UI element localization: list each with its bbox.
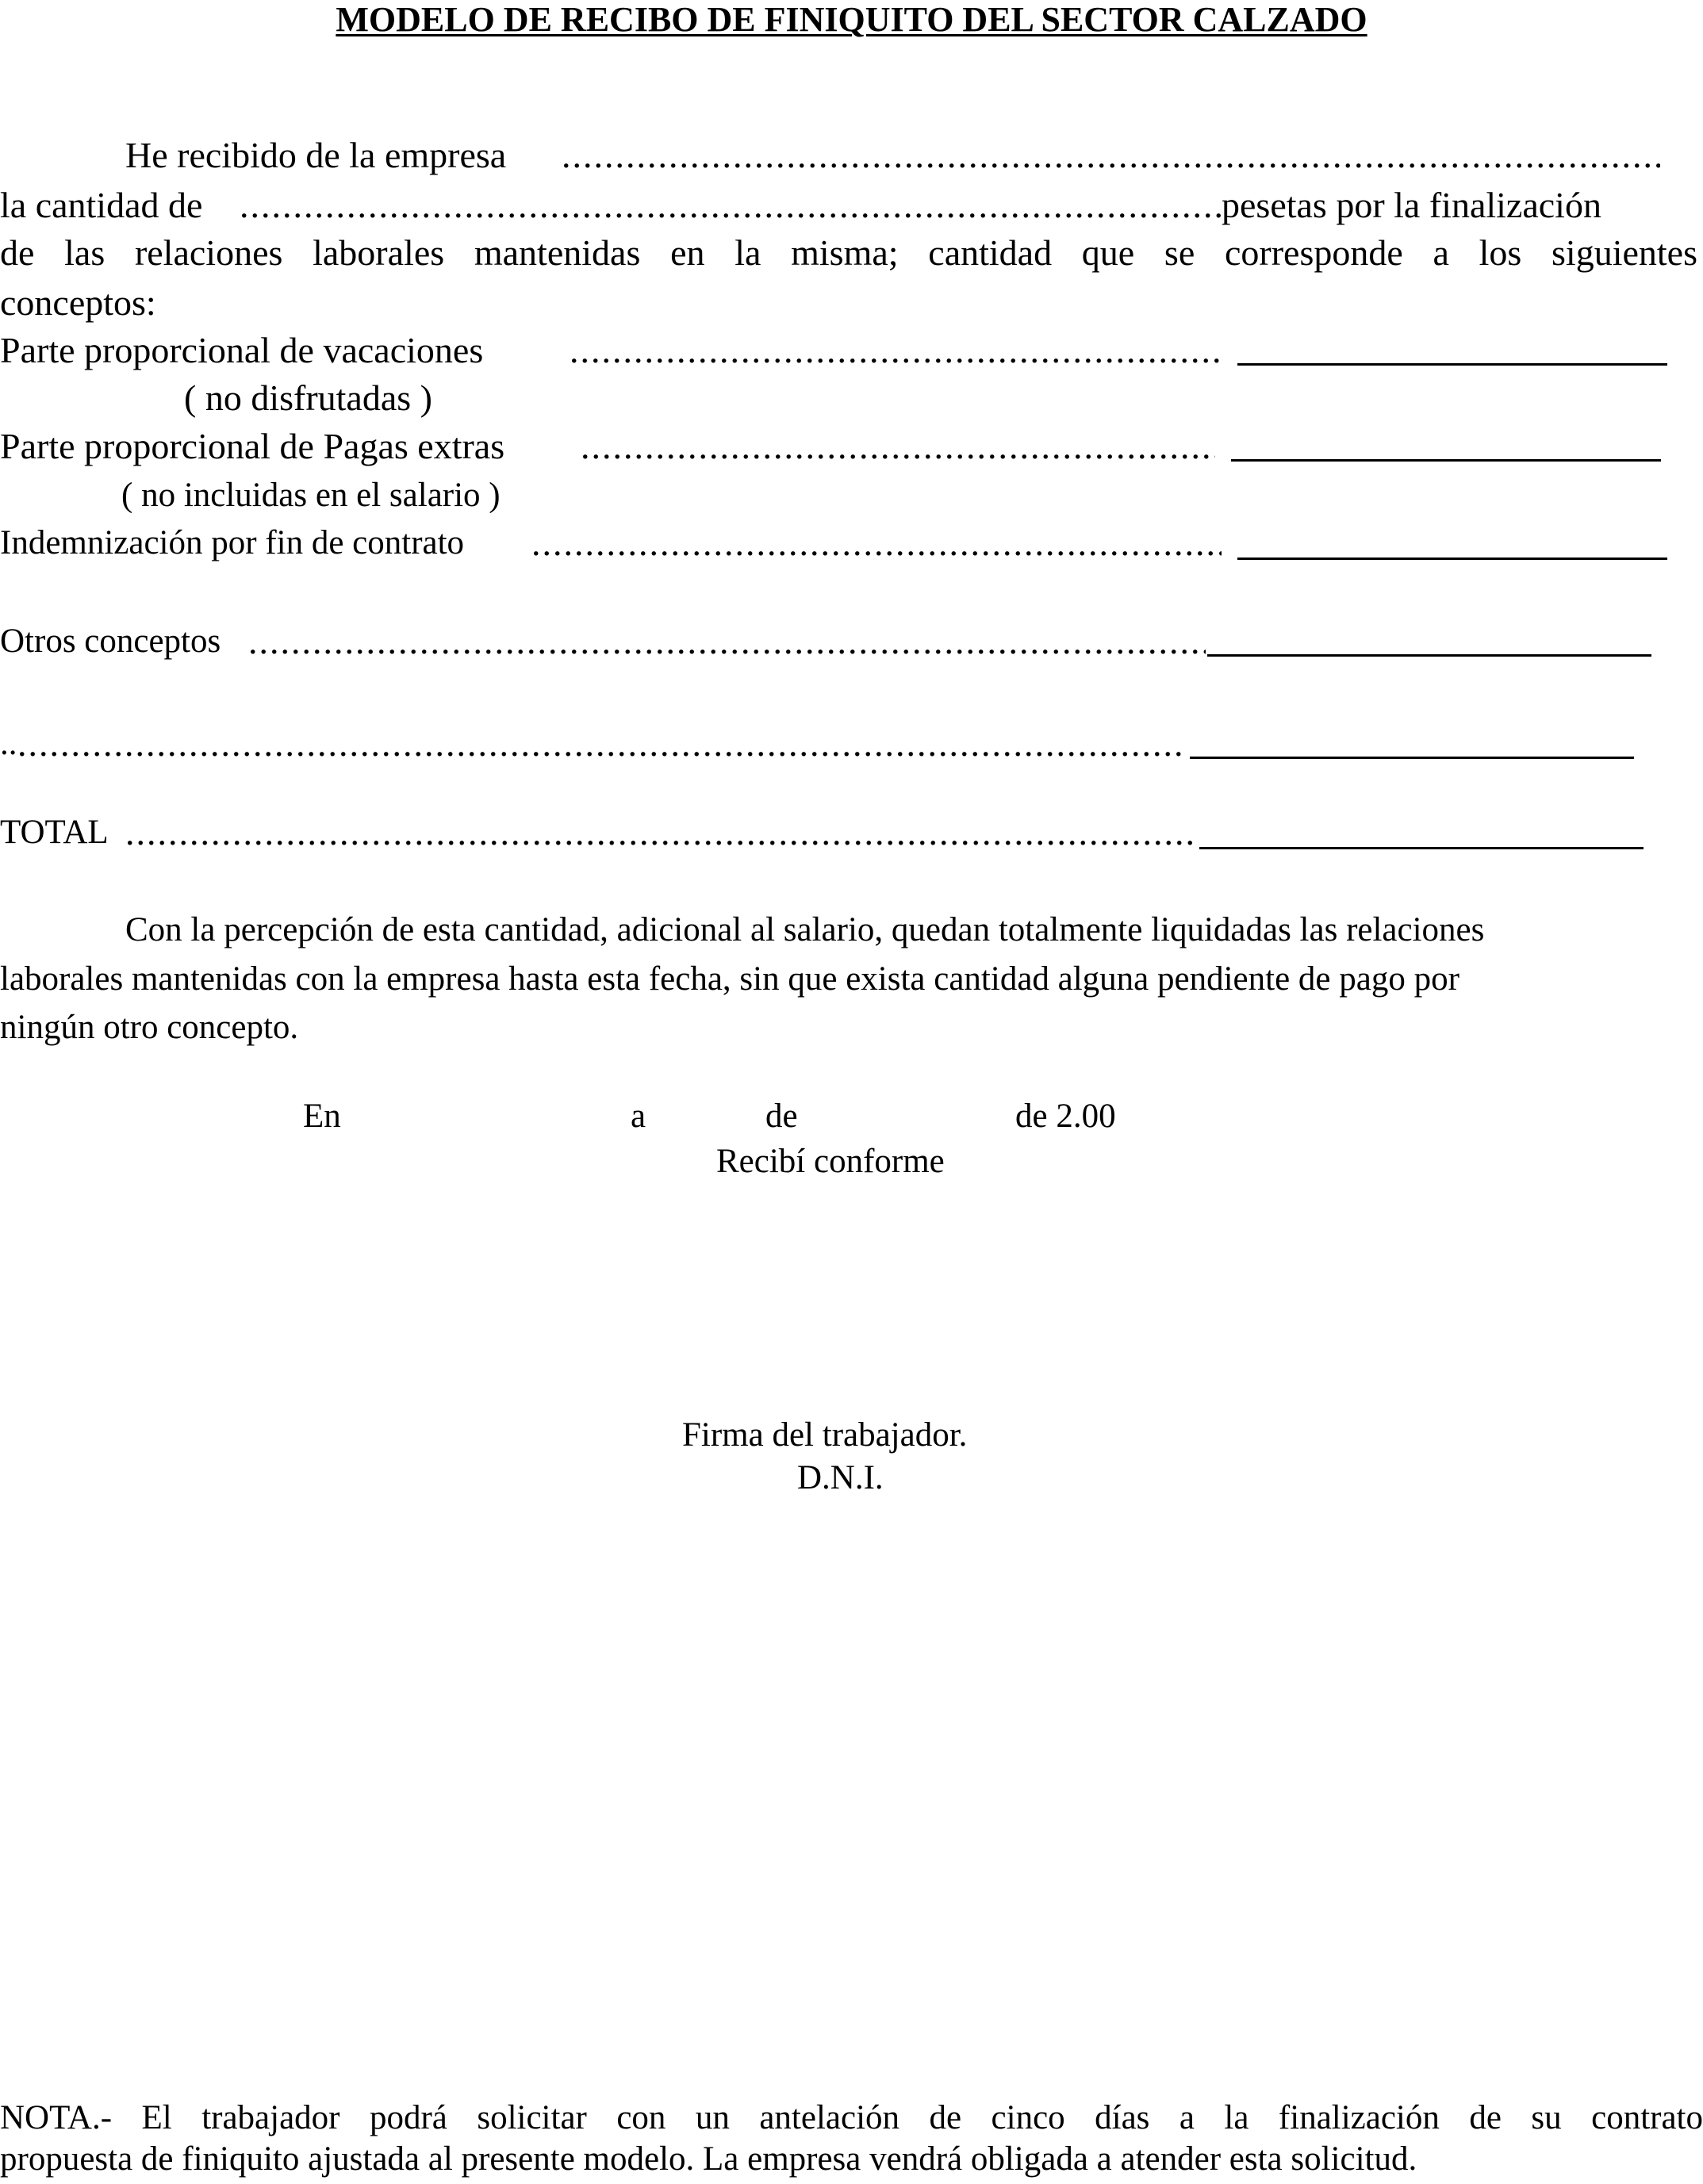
item-total-leader [125,810,1196,855]
item-indemnizacion-label: Indemnización por fin de contrato [0,524,465,561]
item-indemnizacion-leader [531,521,1222,565]
item-otros-label: Otros conceptos [0,623,221,660]
amount-dotted-leader [240,183,1222,228]
item-total-label: TOTAL [0,814,109,851]
date-year: de 2.00 [1015,1098,1116,1135]
nota-line-1: NOTA.- El trabajador podrá solicitar con un antelación de cinco días a la finalización de su contrato [0,2099,1703,2136]
closing-line-2: laborales mantenidas con la empresa hasta esta fecha, sin que exista cantidad alguna pendiente de pago por [0,960,1459,998]
item-vacaciones-label: Parte proporcional de vacaciones [0,330,484,370]
recibi-conforme: Recibí conforme [716,1143,945,1180]
document-title: MODELO DE RECIBO DE FINIQUITO DEL SECTOR CALZADO [336,0,1367,39]
closing-line-1: Con la percepción de esta cantidad, adicional al salario, quedan totalmente liquidadas las relaciones [125,911,1485,948]
company-dotted-leader [562,133,1660,178]
intro-line-4: conceptos: [0,282,156,323]
item-total-blank [1199,847,1644,849]
item-pagas-note: ( no incluidas en el salario ) [121,477,501,514]
item-vacaciones-blank [1237,363,1667,366]
intro-line-1: He recibido de la empresa [125,135,507,175]
item-pagas-label: Parte proporcional de Pagas extras [0,426,505,466]
item-otros-leader [248,619,1206,664]
item-pagas-leader [581,424,1215,469]
firma-trabajador: Firma del trabajador. [682,1416,968,1454]
dni-label: D.N.I. [797,1459,884,1496]
closing-line-3: ningún otro concepto. [0,1009,299,1046]
intro-line-2-end: pesetas por la finalización [1222,185,1601,225]
item-blank-leader [17,722,1183,766]
intro-line-2-start: la cantidad de [0,185,203,225]
date-a: a [631,1098,646,1135]
intro-line-3: de las relaciones laborales mantenidas en la misma; cantidad que se corresponde a los siguientes [0,232,1697,273]
item-blank-prefix: .. [0,725,17,762]
item-vacaciones-note: ( no disfrutadas ) [184,377,432,418]
item-pagas-blank [1231,459,1661,462]
nota-line-2: propuesta de finiquito ajustada al presente modelo. La empresa vendrá obligada a atender esta solicitud. [0,2140,1417,2178]
item-vacaciones-leader [570,328,1222,373]
item-otros-blank [1207,654,1651,657]
item-indemnizacion-blank [1237,557,1667,560]
date-en: En [303,1098,341,1135]
date-de: de [765,1098,798,1135]
item-blank-line [1190,757,1634,759]
